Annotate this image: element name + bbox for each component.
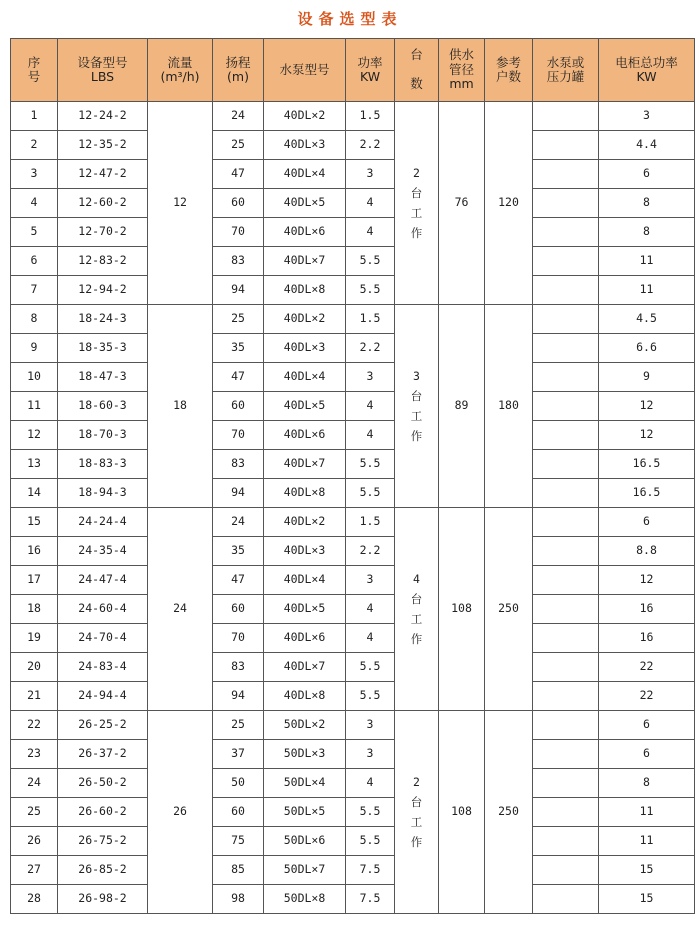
cell-total: 15 xyxy=(599,856,695,885)
table-row xyxy=(11,392,695,421)
table-row xyxy=(11,247,695,276)
cell-tank xyxy=(533,102,599,131)
cell-seq: 7 xyxy=(11,276,58,305)
units-word-2: 作 xyxy=(410,429,423,443)
cell-pump: 50DL×5 xyxy=(264,798,346,827)
cell-seq: 14 xyxy=(11,479,58,508)
table-row xyxy=(11,537,695,566)
cell-total: 12 xyxy=(599,392,695,421)
cell-head: 94 xyxy=(213,682,264,711)
units-number: 2 xyxy=(413,775,420,789)
header-pump: 水泵型号 xyxy=(264,39,346,102)
cell-power: 4 xyxy=(346,421,395,450)
header-tank: 水泵或 压力罐 xyxy=(533,39,599,102)
cell-pump: 50DL×8 xyxy=(264,885,346,914)
cell-head: 47 xyxy=(213,160,264,189)
cell-households: 180 xyxy=(485,305,533,508)
units-word-1: 工 xyxy=(410,612,423,626)
units-word-1: 工 xyxy=(410,206,423,220)
cell-head: 83 xyxy=(213,450,264,479)
cell-units xyxy=(395,508,439,711)
cell-total: 11 xyxy=(599,827,695,856)
cell-total: 9 xyxy=(599,363,695,392)
cell-model: 26-98-2 xyxy=(58,885,148,914)
cell-flow: 18 xyxy=(148,305,213,508)
cell-seq: 16 xyxy=(11,537,58,566)
cell-total: 6 xyxy=(599,740,695,769)
cell-tank xyxy=(533,566,599,595)
cell-seq: 13 xyxy=(11,450,58,479)
units-word-2: 作 xyxy=(410,632,423,646)
table-row xyxy=(11,218,695,247)
cell-seq: 22 xyxy=(11,711,58,740)
cell-head: 25 xyxy=(213,305,264,334)
cell-total: 11 xyxy=(599,276,695,305)
cell-pump: 40DL×4 xyxy=(264,160,346,189)
cell-model: 12-70-2 xyxy=(58,218,148,247)
cell-power: 5.5 xyxy=(346,798,395,827)
cell-pump: 40DL×2 xyxy=(264,102,346,131)
cell-pipe: 89 xyxy=(439,305,485,508)
cell-power: 4 xyxy=(346,189,395,218)
units-unit: 台 xyxy=(410,186,423,200)
cell-power: 7.5 xyxy=(346,885,395,914)
cell-tank xyxy=(533,798,599,827)
header-row xyxy=(11,39,695,102)
units-word-1: 工 xyxy=(410,409,423,423)
cell-pump: 40DL×8 xyxy=(264,276,346,305)
cell-power: 3 xyxy=(346,711,395,740)
cell-head: 60 xyxy=(213,189,264,218)
cell-total: 6 xyxy=(599,160,695,189)
cell-power: 2.2 xyxy=(346,334,395,363)
cell-pump: 40DL×6 xyxy=(264,624,346,653)
table-row xyxy=(11,798,695,827)
cell-head: 70 xyxy=(213,624,264,653)
cell-tank xyxy=(533,537,599,566)
cell-pump: 40DL×4 xyxy=(264,363,346,392)
cell-pipe: 108 xyxy=(439,711,485,914)
table-row xyxy=(11,508,695,537)
cell-power: 2.2 xyxy=(346,131,395,160)
cell-pump: 40DL×4 xyxy=(264,566,346,595)
cell-model: 18-60-3 xyxy=(58,392,148,421)
cell-total: 8 xyxy=(599,218,695,247)
cell-tank xyxy=(533,421,599,450)
table-row xyxy=(11,276,695,305)
cell-pump: 40DL×3 xyxy=(264,131,346,160)
cell-head: 24 xyxy=(213,508,264,537)
cell-power: 7.5 xyxy=(346,856,395,885)
cell-tank xyxy=(533,682,599,711)
cell-power: 5.5 xyxy=(346,653,395,682)
cell-tank xyxy=(533,218,599,247)
table-row xyxy=(11,682,695,711)
table-row xyxy=(11,450,695,479)
cell-total: 15 xyxy=(599,885,695,914)
cell-pump: 50DL×4 xyxy=(264,769,346,798)
cell-head: 70 xyxy=(213,421,264,450)
cell-model: 12-24-2 xyxy=(58,102,148,131)
cell-pump: 40DL×8 xyxy=(264,479,346,508)
cell-households: 250 xyxy=(485,508,533,711)
cell-pump: 40DL×3 xyxy=(264,334,346,363)
cell-tank xyxy=(533,334,599,363)
cell-power: 3 xyxy=(346,740,395,769)
cell-seq: 18 xyxy=(11,595,58,624)
cell-tank xyxy=(533,160,599,189)
cell-tank xyxy=(533,856,599,885)
cell-seq: 28 xyxy=(11,885,58,914)
cell-power: 5.5 xyxy=(346,276,395,305)
cell-tank xyxy=(533,247,599,276)
cell-tank xyxy=(533,769,599,798)
equipment-selection-table xyxy=(10,38,695,914)
cell-pump: 40DL×5 xyxy=(264,189,346,218)
cell-model: 26-60-2 xyxy=(58,798,148,827)
cell-pipe: 76 xyxy=(439,102,485,305)
table-row xyxy=(11,624,695,653)
table-row xyxy=(11,189,695,218)
table-row xyxy=(11,479,695,508)
cell-head: 60 xyxy=(213,798,264,827)
header-flow: 流量 (m³/h) xyxy=(148,39,213,102)
table-row xyxy=(11,885,695,914)
table-body xyxy=(11,102,695,914)
units-unit: 台 xyxy=(410,592,423,606)
cell-head: 60 xyxy=(213,595,264,624)
cell-total: 11 xyxy=(599,247,695,276)
units-number: 2 xyxy=(413,166,420,180)
cell-power: 1.5 xyxy=(346,305,395,334)
cell-seq: 10 xyxy=(11,363,58,392)
cell-tank xyxy=(533,740,599,769)
cell-seq: 11 xyxy=(11,392,58,421)
header-power: 功率 KW xyxy=(346,39,395,102)
cell-head: 85 xyxy=(213,856,264,885)
cell-total: 8.8 xyxy=(599,537,695,566)
cell-tank xyxy=(533,653,599,682)
cell-seq: 19 xyxy=(11,624,58,653)
cell-head: 47 xyxy=(213,566,264,595)
table-row xyxy=(11,566,695,595)
cell-head: 35 xyxy=(213,334,264,363)
table-row xyxy=(11,653,695,682)
cell-power: 4 xyxy=(346,595,395,624)
units-word-1: 工 xyxy=(410,815,423,829)
cell-power: 1.5 xyxy=(346,508,395,537)
cell-power: 4 xyxy=(346,392,395,421)
cell-pump: 50DL×7 xyxy=(264,856,346,885)
cell-pump: 40DL×5 xyxy=(264,595,346,624)
cell-head: 94 xyxy=(213,276,264,305)
cell-seq: 24 xyxy=(11,769,58,798)
cell-tank xyxy=(533,479,599,508)
cell-tank xyxy=(533,624,599,653)
table-row xyxy=(11,856,695,885)
cell-model: 18-47-3 xyxy=(58,363,148,392)
cell-seq: 26 xyxy=(11,827,58,856)
cell-seq: 27 xyxy=(11,856,58,885)
cell-units xyxy=(395,711,439,914)
cell-seq: 12 xyxy=(11,421,58,450)
cell-model: 24-35-4 xyxy=(58,537,148,566)
cell-model: 26-25-2 xyxy=(58,711,148,740)
header-head: 扬程 (m) xyxy=(213,39,264,102)
cell-power: 3 xyxy=(346,363,395,392)
cell-model: 26-75-2 xyxy=(58,827,148,856)
cell-pump: 50DL×3 xyxy=(264,740,346,769)
table-row xyxy=(11,131,695,160)
table-row xyxy=(11,421,695,450)
cell-tank xyxy=(533,885,599,914)
cell-flow: 24 xyxy=(148,508,213,711)
cell-tank xyxy=(533,392,599,421)
cell-head: 35 xyxy=(213,537,264,566)
cell-total: 3 xyxy=(599,102,695,131)
cell-head: 98 xyxy=(213,885,264,914)
cell-seq: 17 xyxy=(11,566,58,595)
units-number: 4 xyxy=(413,572,420,586)
table-row xyxy=(11,827,695,856)
cell-seq: 15 xyxy=(11,508,58,537)
cell-model: 18-83-3 xyxy=(58,450,148,479)
cell-seq: 4 xyxy=(11,189,58,218)
cell-power: 4 xyxy=(346,218,395,247)
units-number: 3 xyxy=(413,369,420,383)
cell-pump: 50DL×6 xyxy=(264,827,346,856)
cell-head: 25 xyxy=(213,711,264,740)
header-households: 参考 户数 xyxy=(485,39,533,102)
cell-tank xyxy=(533,305,599,334)
cell-pump: 40DL×2 xyxy=(264,305,346,334)
cell-power: 2.2 xyxy=(346,537,395,566)
cell-head: 70 xyxy=(213,218,264,247)
cell-pump: 40DL×5 xyxy=(264,392,346,421)
cell-seq: 1 xyxy=(11,102,58,131)
table-row xyxy=(11,711,695,740)
cell-power: 5.5 xyxy=(346,479,395,508)
cell-total: 12 xyxy=(599,421,695,450)
cell-flow: 12 xyxy=(148,102,213,305)
cell-units xyxy=(395,102,439,305)
cell-model: 26-37-2 xyxy=(58,740,148,769)
cell-tank xyxy=(533,450,599,479)
cell-households: 120 xyxy=(485,102,533,305)
cell-seq: 6 xyxy=(11,247,58,276)
table-row xyxy=(11,160,695,189)
header-model: 设备型号 LBS xyxy=(58,39,148,102)
cell-pump: 40DL×2 xyxy=(264,508,346,537)
cell-seq: 21 xyxy=(11,682,58,711)
cell-tank xyxy=(533,276,599,305)
cell-tank xyxy=(533,711,599,740)
cell-model: 12-47-2 xyxy=(58,160,148,189)
cell-power: 4 xyxy=(346,769,395,798)
cell-pump: 40DL×7 xyxy=(264,247,346,276)
cell-model: 24-70-4 xyxy=(58,624,148,653)
cell-pump: 40DL×7 xyxy=(264,653,346,682)
cell-seq: 2 xyxy=(11,131,58,160)
cell-model: 12-94-2 xyxy=(58,276,148,305)
cell-total: 22 xyxy=(599,682,695,711)
cell-head: 24 xyxy=(213,102,264,131)
cell-model: 12-83-2 xyxy=(58,247,148,276)
header-total: 电柜总功率 KW xyxy=(599,39,695,102)
cell-model: 12-60-2 xyxy=(58,189,148,218)
cell-total: 4.5 xyxy=(599,305,695,334)
cell-head: 83 xyxy=(213,247,264,276)
table-row xyxy=(11,363,695,392)
cell-total: 8 xyxy=(599,769,695,798)
cell-head: 25 xyxy=(213,131,264,160)
cell-head: 60 xyxy=(213,392,264,421)
cell-tank xyxy=(533,189,599,218)
cell-model: 24-24-4 xyxy=(58,508,148,537)
cell-power: 3 xyxy=(346,160,395,189)
cell-model: 18-35-3 xyxy=(58,334,148,363)
units-unit: 台 xyxy=(410,795,423,809)
cell-total: 11 xyxy=(599,798,695,827)
cell-total: 16 xyxy=(599,595,695,624)
cell-seq: 3 xyxy=(11,160,58,189)
units-word-2: 作 xyxy=(410,226,423,240)
cell-pump: 40DL×6 xyxy=(264,421,346,450)
cell-total: 6 xyxy=(599,711,695,740)
cell-head: 50 xyxy=(213,769,264,798)
cell-head: 83 xyxy=(213,653,264,682)
header-pipe: 供水 管径 mm xyxy=(439,39,485,102)
cell-tank xyxy=(533,595,599,624)
cell-power: 1.5 xyxy=(346,102,395,131)
cell-model: 18-24-3 xyxy=(58,305,148,334)
cell-pump: 40DL×6 xyxy=(264,218,346,247)
cell-pump: 50DL×2 xyxy=(264,711,346,740)
cell-total: 16.5 xyxy=(599,479,695,508)
cell-total: 16 xyxy=(599,624,695,653)
cell-seq: 9 xyxy=(11,334,58,363)
header-seq: 序 号 xyxy=(11,39,58,102)
cell-total: 8 xyxy=(599,189,695,218)
cell-flow: 26 xyxy=(148,711,213,914)
cell-tank xyxy=(533,827,599,856)
cell-model: 24-60-4 xyxy=(58,595,148,624)
table-row xyxy=(11,305,695,334)
cell-head: 75 xyxy=(213,827,264,856)
cell-pump: 40DL×7 xyxy=(264,450,346,479)
cell-total: 4.4 xyxy=(599,131,695,160)
cell-pump: 40DL×3 xyxy=(264,537,346,566)
cell-model: 24-47-4 xyxy=(58,566,148,595)
cell-power: 5.5 xyxy=(346,827,395,856)
cell-units xyxy=(395,305,439,508)
cell-total: 12 xyxy=(599,566,695,595)
table-row xyxy=(11,740,695,769)
cell-total: 6 xyxy=(599,508,695,537)
units-word-2: 作 xyxy=(410,835,423,849)
cell-model: 18-70-3 xyxy=(58,421,148,450)
header-units: 台 数 xyxy=(395,39,439,102)
cell-seq: 25 xyxy=(11,798,58,827)
cell-model: 24-94-4 xyxy=(58,682,148,711)
cell-power: 5.5 xyxy=(346,450,395,479)
cell-total: 22 xyxy=(599,653,695,682)
cell-pump: 40DL×8 xyxy=(264,682,346,711)
cell-model: 24-83-4 xyxy=(58,653,148,682)
cell-seq: 5 xyxy=(11,218,58,247)
cell-households: 250 xyxy=(485,711,533,914)
cell-model: 26-85-2 xyxy=(58,856,148,885)
cell-tank xyxy=(533,508,599,537)
cell-model: 26-50-2 xyxy=(58,769,148,798)
cell-model: 12-35-2 xyxy=(58,131,148,160)
units-unit: 台 xyxy=(410,389,423,403)
cell-seq: 8 xyxy=(11,305,58,334)
table-row xyxy=(11,595,695,624)
table-row xyxy=(11,769,695,798)
cell-power: 5.5 xyxy=(346,682,395,711)
cell-tank xyxy=(533,131,599,160)
table-title: 设备选型表 xyxy=(297,10,403,28)
cell-power: 4 xyxy=(346,624,395,653)
cell-seq: 20 xyxy=(11,653,58,682)
cell-total: 6.6 xyxy=(599,334,695,363)
cell-power: 3 xyxy=(346,566,395,595)
table-row xyxy=(11,334,695,363)
cell-power: 5.5 xyxy=(346,247,395,276)
cell-pipe: 108 xyxy=(439,508,485,711)
cell-head: 37 xyxy=(213,740,264,769)
table-row xyxy=(11,102,695,131)
cell-tank xyxy=(533,363,599,392)
cell-model: 18-94-3 xyxy=(58,479,148,508)
cell-head: 47 xyxy=(213,363,264,392)
cell-seq: 23 xyxy=(11,740,58,769)
cell-total: 16.5 xyxy=(599,450,695,479)
cell-head: 94 xyxy=(213,479,264,508)
